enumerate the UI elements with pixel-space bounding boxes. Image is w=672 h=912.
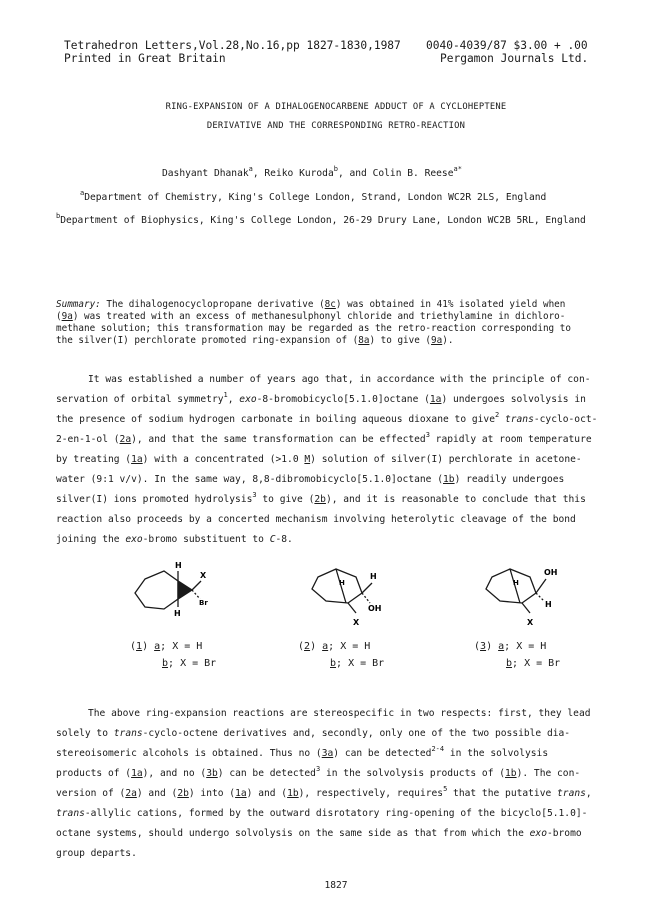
summary-line: the silver(I) perchlorate promoted ring-expansion of (8a) to give (9a). — [56, 335, 454, 346]
cyclopropane-wedge — [178, 581, 192, 599]
compound-ref: 3a — [321, 748, 334, 759]
bond-x — [348, 603, 356, 613]
author-kuroda: , Reiko Kuroda — [252, 168, 334, 179]
reference-mark: 1 — [223, 391, 228, 399]
atom-h: H — [513, 579, 519, 587]
summary-line: Summary: The dihalogenocyclopropane derivative (8c) was obtained in 41% isolated yield when — [56, 299, 566, 310]
reference-mark: 2-4 — [431, 745, 445, 753]
atom-h: H — [175, 561, 182, 570]
atom-x: X — [353, 618, 360, 627]
price-code: 0040-4039/87 $3.00 + .00 — [426, 39, 588, 52]
paragraph-line: group departs. — [56, 848, 137, 859]
paragraph-line: version of (2a) and (2b) into (1a) and (1b), respectively, requires$^5$ that the putative trans, — [56, 785, 592, 799]
compound-ref: 9a — [61, 311, 73, 322]
reference-mark: 3 — [425, 431, 430, 439]
bond-h — [362, 583, 372, 593]
compound-ref: 2b — [314, 494, 326, 505]
structure-2-label-a: (2) a; X = H — [298, 641, 371, 652]
structure-1-label-a: (1) a; X = H — [130, 641, 203, 652]
paragraph-line: silver(I) ions promoted hydrolysis$^3$ to give (2b), and it is reasonable to conclude that this — [56, 491, 586, 505]
affil-mark: a* — [453, 165, 462, 173]
reference-mark: 3 — [252, 491, 257, 499]
title-line-2: DERIVATIVE AND THE CORRESPONDING RETRO-REACTION — [206, 121, 466, 131]
compound-ref: 1a — [131, 454, 143, 465]
bond-h — [536, 593, 544, 601]
paragraph-line: The above ring-expansion reactions are stereospecific in two respects: first, they lead — [88, 708, 591, 719]
paragraph-line: octane systems, should undergo solvolysis on the same side as that from which the exo-bromo — [56, 828, 582, 839]
atom-h: H — [370, 572, 377, 581]
journal-citation: Tetrahedron Letters,Vol.28,No.16,pp 1827-1830,1987 — [64, 39, 401, 52]
affiliation-text: Department of Chemistry, King's College London, Strand, London WC2R 2LS, England — [84, 192, 547, 203]
author-line — [162, 165, 462, 180]
affil-mark: a — [80, 189, 85, 197]
paragraph-line: by treating (1a) with a concentrated (>1.0 M) solution of silver(I) perchlorate in acetone- — [56, 454, 582, 465]
atom-x: X — [200, 571, 207, 580]
publisher: Pergamon Journals Ltd. — [440, 52, 589, 65]
bond-x — [192, 581, 201, 590]
summary-line: (9a) was treated with an excess of methanesulphonyl chloride and triethylamine in dichloro- — [56, 311, 566, 322]
paragraph-line: joining the exo-bromo substituent to C-8. — [56, 534, 293, 545]
structure-2-drawing — [312, 569, 372, 613]
compound-ref: 1b — [443, 474, 455, 485]
atom-oh: OH — [368, 604, 382, 613]
atom-h: H — [339, 579, 345, 587]
compound-ref: 8c — [324, 299, 336, 310]
structures-figure — [0, 555, 672, 635]
paragraph-line: reaction also proceeds by a concerted mechanism involving heterolytic cleavage of the bond — [56, 514, 576, 525]
paragraph-line: servation of orbital symmetry$^1$, exo-8-bromobicyclo[5.1.0]octane (1a) undergoes solvolysis in — [56, 391, 586, 405]
structure-3-label-b: b; X = Br — [506, 658, 561, 669]
bond-br — [192, 590, 200, 599]
printed-location: Printed in Great Britain — [64, 52, 226, 65]
bond-x — [522, 603, 530, 613]
affiliation-a — [80, 189, 547, 204]
summary-line: methane solution; this transformation may be regarded as the retro-reaction corresponding to — [56, 323, 571, 334]
author-reese: , and Colin B. Reese — [337, 168, 454, 179]
atom-x: X — [527, 618, 534, 627]
paragraph-line: the presence of sodium hydrogen carbonate in boiling aqueous dioxane to give$^2$ trans-cyclo-oct- — [56, 411, 598, 425]
affil-mark: a — [248, 165, 253, 173]
compound-ref: 9a — [431, 335, 443, 346]
atom-h: H — [545, 600, 552, 609]
paragraph-line: stereoisomeric alcohols is obtained. Thus no (3a) can be detected$^{2-4}$ in the solvolysis — [56, 745, 549, 759]
affiliation-text: Department of Biophysics, King's College London, 26-29 Drury Lane, London WC2B 5RL, England — [60, 215, 586, 226]
title-line-1: RING-EXPANSION OF A DIHALOGENOCARBENE ADDUCT OF A CYCLOHEPTENE — [165, 102, 507, 112]
structure-1-drawing — [135, 571, 201, 609]
author-dhanak: Dashyant Dhanak — [162, 168, 249, 179]
paragraph-line: trans-allylic cations, formed by the outward disrotatory ring-opening of the bicyclo[5.1.0]- — [56, 808, 588, 819]
compound-ref: 2a — [119, 434, 132, 445]
affil-mark: b — [333, 165, 338, 173]
paragraph-line: 2-en-1-ol (2a), and that the same transformation can be effected$^3$ rapidly at room temperature — [56, 431, 592, 445]
page-number: 1827 — [324, 880, 348, 891]
atom-br: Br — [199, 599, 208, 607]
paragraph-line: It was established a number of years ago that, in accordance with the principle of con- — [88, 374, 591, 385]
structure-3-label-a: (3) a; X = H — [474, 641, 547, 652]
affil-mark: b — [56, 212, 61, 220]
summary-label: Summary: — [56, 299, 101, 310]
structure-2-label-b: b; X = Br — [330, 658, 385, 669]
compound-ref: 8a — [358, 335, 370, 346]
atom-oh: OH — [544, 568, 558, 577]
reference-mark: 3 — [315, 765, 321, 773]
cycloheptane-ring — [135, 571, 178, 609]
affiliation-b — [56, 212, 586, 227]
reference-mark: 2 — [494, 411, 500, 419]
bond-oh — [362, 593, 370, 603]
reference-mark: 5 — [443, 785, 448, 793]
paragraph-line: solely to trans-cyclo-octene derivatives and, secondly, only one of the two possible dia- — [56, 728, 571, 739]
paragraph-line: water (9:1 v/v). In the same way, 8,8-dibromobicyclo[5.1.0]octane (1b) readily undergoes — [56, 474, 565, 485]
atom-h: H — [174, 609, 181, 618]
paragraph-line: products of (1a), and no (3b) can be detected$^3$ in the solvolysis products of (1b). The con- — [56, 765, 581, 779]
structure-1-label-b: b; X = Br — [162, 658, 217, 669]
bond-oh — [536, 579, 546, 593]
compound-ref: 1a — [429, 394, 442, 405]
structure-3-drawing — [486, 569, 546, 613]
